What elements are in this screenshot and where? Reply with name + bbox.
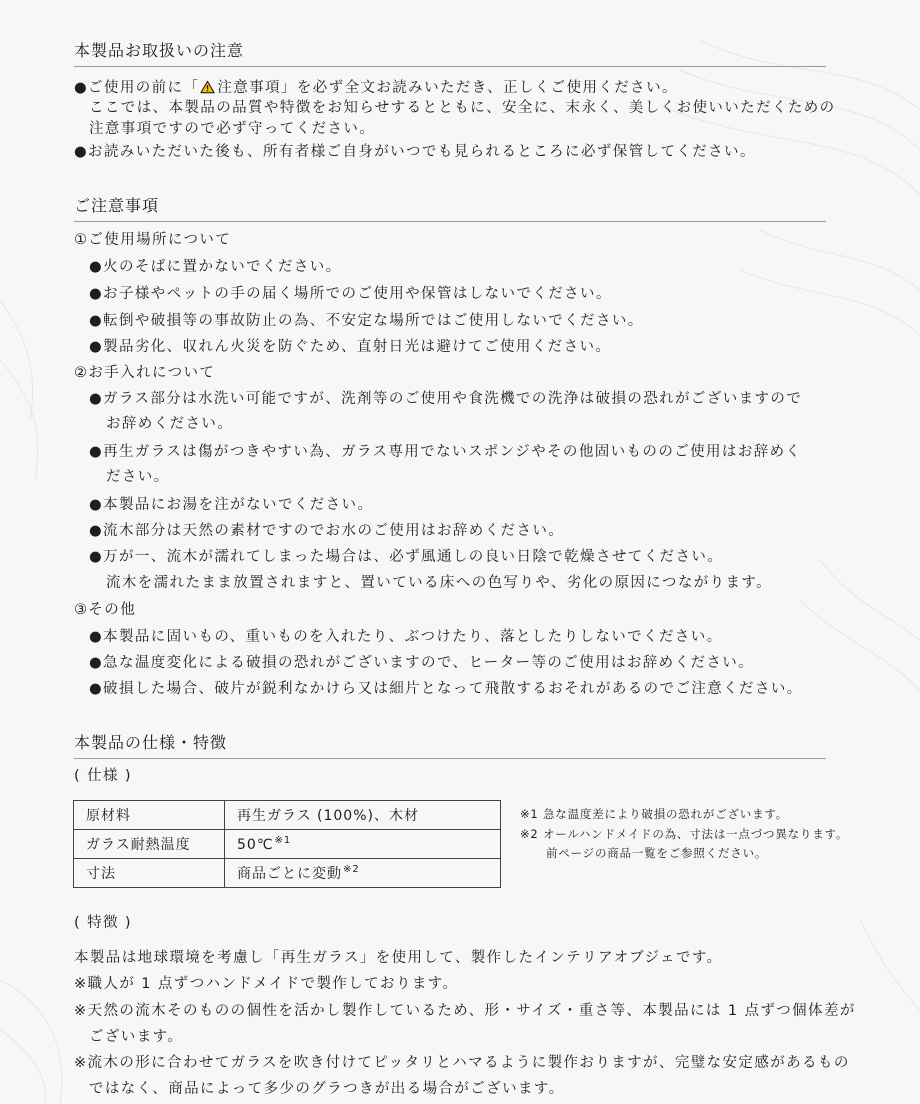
feature-line: 本製品は地球環境を考慮し「再生ガラス」を使用して、製作したインテリアオブジェです。: [74, 950, 723, 966]
caution-item: ●ガラス部分は水洗い可能ですが、洗剤等のご使用や食洗機での洗浄は破損の恐れがございますので: [89, 391, 803, 407]
spec-value: [225, 859, 501, 888]
handling-line-1: [74, 77, 678, 99]
handling-line-1-label: 注意事項: [217, 80, 281, 96]
table-row: [74, 801, 501, 830]
table-row: [74, 859, 501, 888]
spec-label: 寸法: [74, 859, 225, 888]
spec-footnote-mark: ※2: [343, 864, 360, 875]
caution-heading-usage: ①ご使用場所について: [74, 232, 232, 248]
feature-line: ※流木の形に合わせてガラスを吹き付けてピッタリとハマるように製作おりますが、完璧な安定感があるもの: [74, 1055, 850, 1071]
caution-item: ●万が一、流木が濡れてしまった場合は、必ず風通しの良い日陰で乾燥させてください。: [89, 549, 724, 565]
caution-item: ●火のそばに置かないでください。: [89, 259, 342, 275]
section-title-cautions: ご注意事項: [74, 196, 826, 222]
spec-note-continued: 前ページの商品一覧をご参照ください。: [546, 846, 768, 860]
caution-item: ●流木部分は天然の素材ですのでお水のご使用はお辞めください。: [89, 523, 565, 539]
handling-line-1-pre: ●ご使用の前に「: [74, 80, 200, 96]
spec-value-text: 50℃: [237, 837, 274, 853]
section-title-handling: 本製品お取扱いの注意: [74, 41, 826, 67]
caution-item: ●再生ガラスは傷がつきやすい為、ガラス専用でないスポンジやその他固いもののご使用はお辞めく: [89, 444, 802, 460]
spec-table: [73, 800, 501, 888]
caution-item-continued: 流木を濡れたまま放置されますと、置いている床への色写りや、劣化の原因につながります。: [106, 575, 773, 591]
spec-note: ※2 オールハンドメイドの為、寸法は一点づつ異なります。: [520, 827, 849, 841]
spec-footnote-mark: ※1: [274, 835, 292, 846]
handling-line-4: ●お読みいただいた後も、所有者様ご自身がいつでも見られるところに必ず保管してください。: [74, 144, 756, 160]
caution-item: ●製品劣化、収れん火災を防ぐため、直射日光は避けてご使用ください。: [89, 339, 612, 355]
caution-heading-care: ②お手入れについて: [74, 365, 216, 381]
spec-value: [225, 801, 501, 830]
handling-line-1-post: 」を必ず全文お読みいただき、正しくご使用ください。: [280, 80, 678, 96]
feature-line: ※職人が 1 点ずつハンドメイドで製作しております。: [74, 976, 459, 992]
caution-heading-other: ③その他: [74, 602, 137, 618]
spec-label: 原材料: [74, 801, 225, 830]
spec-value-text: 商品ごとに変動: [237, 866, 342, 882]
spec-value-text: 再生ガラス (100%)、木材: [237, 808, 419, 824]
handling-line-3: 注意事項ですので必ず守ってください。: [89, 121, 376, 137]
caution-item: ●本製品にお湯を注がないでください。: [89, 497, 374, 513]
caution-item: ●破損した場合、破片が鋭利なかけら又は細片となって飛散するおそれがあるのでご注意ください。: [89, 681, 803, 697]
feature-line: ※天然の流木そのものの個性を活かし製作しているため、形・サイズ・重さ等、本製品には 1 点ずつ個体差が: [74, 1003, 856, 1019]
warning-icon: [200, 80, 215, 94]
caution-item: ●急な温度変化による破損の恐れがございますので、ヒーター等のご使用はお辞めください。: [89, 655, 755, 671]
feature-line-continued: ではなく、商品によって多少のグラつきが出る場合がございます。: [89, 1081, 565, 1097]
spec-heading: ( 仕様 ): [74, 768, 132, 784]
handling-line-2: ここでは、本製品の品質や特徴をお知らせするとともに、安全に、末永く、美しくお使いいただくための: [89, 100, 836, 116]
spec-note: ※1 急な温度差により破損の恐れがございます。: [520, 807, 789, 821]
section-title-specs: 本製品の仕様・特徴: [74, 733, 826, 759]
feature-line-continued: ございます。: [89, 1029, 184, 1045]
caution-item-continued: お辞めください。: [106, 416, 234, 432]
spec-label: ガラス耐熱温度: [74, 830, 225, 859]
caution-item-continued: ださい。: [106, 469, 170, 485]
feature-heading: ( 特徴 ): [74, 915, 132, 931]
caution-item: ●本製品に固いもの、重いものを入れたり、ぶつけたり、落としたりしないでください。: [89, 629, 723, 645]
caution-item: ●お子様やペットの手の届く場所でのご使用や保管はしないでください。: [89, 286, 612, 302]
spec-value: [225, 830, 501, 859]
caution-item: ●転倒や破損等の事故防止の為、不安定な場所ではご使用しないでください。: [89, 313, 644, 329]
table-row: [74, 830, 501, 859]
